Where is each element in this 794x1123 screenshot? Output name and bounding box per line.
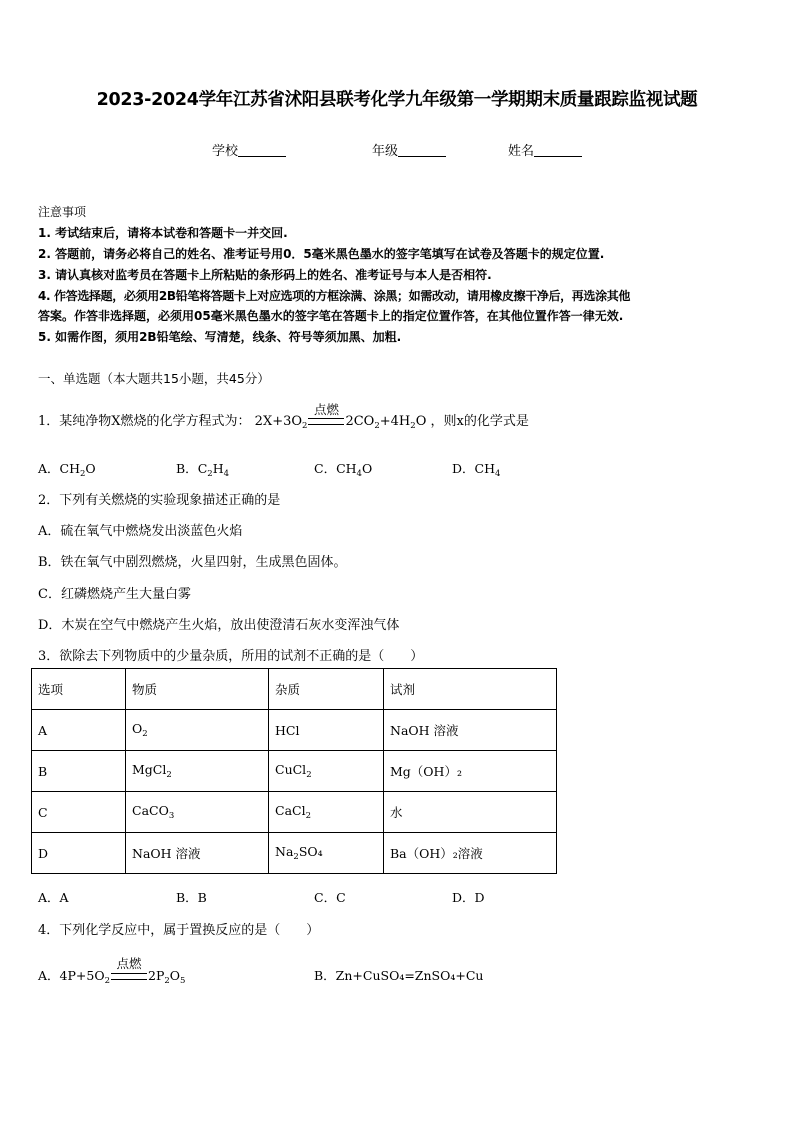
q1-eq-left: 2X+3O	[254, 414, 303, 429]
notice-item: 1. 考试结束后，请将本试卷和答题卡一并交回.	[38, 226, 288, 240]
grade-label: 年级	[372, 144, 399, 159]
notice-item: 4. 作答选择题，必须用2B铅笔将答题卡上对应选项的方框涂满、涂黑；如需改动，请用橡皮擦干净后，再选涂其他	[38, 289, 631, 303]
q1-eq-r2-sub: 2	[410, 421, 416, 431]
equals-bar-icon	[111, 973, 147, 980]
question-2-stem: 2．下列有关燃烧的实验现象描述正确的是	[38, 493, 281, 508]
q1-prefix: 1．某纯净物X燃烧的化学方程式为：	[38, 414, 251, 429]
q4a-right: 2P	[148, 968, 165, 983]
q1-eq-r1: 2CO	[345, 414, 375, 429]
q3-option-b[interactable]: B．B	[176, 890, 207, 905]
table-cell-substance	[126, 751, 269, 792]
name-field	[508, 140, 582, 159]
table-cell-reagent: NaOH 溶液	[384, 710, 557, 751]
table-cell-option: D	[32, 833, 126, 874]
impurity-sub: 2	[293, 852, 299, 862]
notice-item: 答案。作答非选择题，必须用05毫米黑色墨水的签字笔在答题卡上的指定位置作答，在其他位置作答一律无效.	[38, 309, 624, 323]
option-formula: CH	[59, 461, 80, 476]
q4-option-b[interactable]: B．Zn+CuSO₄=ZnSO₄+Cu	[314, 968, 484, 983]
option-sub: 2	[80, 469, 86, 479]
question-1-stem	[38, 402, 529, 431]
option-tail: O	[85, 461, 96, 476]
table-header-cell: 选项	[32, 669, 126, 710]
q1-equation	[254, 402, 431, 431]
name-blank[interactable]	[534, 144, 582, 157]
q2-option-d[interactable]: D．木炭在空气中燃烧产生火焰，放出使澄清石灰水变浑浊气体	[38, 618, 400, 633]
option-letter: A．	[38, 461, 60, 476]
school-blank[interactable]	[238, 144, 286, 157]
impurity-main: HCl	[275, 722, 300, 738]
table-row	[32, 751, 557, 792]
table-cell-reagent: 水	[384, 792, 557, 833]
table-cell-impurity	[269, 792, 384, 833]
substance-sub: 3	[168, 811, 175, 821]
impurity-sub: 2	[305, 811, 312, 821]
grade-field	[372, 140, 446, 159]
equals-bar-icon	[308, 418, 344, 425]
table-cell-impurity	[269, 751, 384, 792]
q4a-right2: O	[169, 968, 181, 983]
name-label: 姓名	[508, 144, 535, 159]
school-field	[212, 140, 286, 159]
table-row	[32, 792, 557, 833]
q4-option-a[interactable]	[38, 956, 186, 986]
table-cell-option: B	[32, 751, 126, 792]
q4a-reaction-arrow	[110, 956, 148, 983]
option-sub: 4	[356, 469, 362, 479]
notice-heading: 注意事项	[38, 205, 87, 219]
substance-main: MgCl	[132, 762, 167, 777]
q2-option-a[interactable]: A．硫在氧气中燃烧发出淡蓝色火焰	[38, 524, 243, 539]
notice-item: 3. 请认真核对监考员在答题卡上所粘贴的条形码上的姓名、准考证号与本人是否相符.	[38, 268, 492, 282]
q4a-right-sub: 2	[164, 976, 170, 986]
q2-option-b[interactable]: B．铁在氧气中剧烈燃烧，火星四射，生成黑色固体。	[38, 555, 347, 570]
q1-eq-left-sub: 2	[302, 421, 308, 431]
q1-reaction-arrow	[307, 402, 345, 429]
q2-option-c[interactable]: C．红磷燃烧产生大量白雾	[38, 587, 191, 602]
option-sub: 2	[207, 469, 213, 479]
q1-option-c[interactable]	[314, 459, 372, 479]
option-letter: A．	[38, 968, 60, 983]
table-cell-substance	[126, 833, 269, 874]
notice-item: 5. 如需作图，须用2B铅笔绘、写清楚，线条、符号等须加黑、加粗.	[38, 330, 402, 344]
table-cell-substance	[126, 710, 269, 751]
table-header-cell: 试剂	[384, 669, 557, 710]
option-letter: D．	[452, 461, 475, 476]
option-tail: O	[361, 461, 373, 476]
option-sub: 4	[495, 469, 501, 479]
grade-blank[interactable]	[398, 144, 446, 157]
table-header-cell: 物质	[126, 669, 269, 710]
q1-eq-r2: +4H	[379, 414, 411, 429]
table-row	[32, 833, 557, 874]
table-cell-impurity	[269, 833, 384, 874]
q4a-left-sub: 2	[104, 976, 110, 986]
q1-condition: 点燃	[313, 402, 339, 417]
substance-main: NaOH 溶液	[132, 846, 201, 861]
q3-option-a[interactable]: A．A	[38, 890, 69, 905]
q1-suffix: ，则x的化学式是	[430, 414, 529, 429]
impurity-sub: 2	[306, 770, 312, 780]
section-heading: 一、单选题（本大题共15小题，共45分）	[38, 371, 270, 386]
table-cell-substance	[126, 792, 269, 833]
impurity-tail: SO₄	[298, 844, 323, 859]
table-cell-reagent: Ba（OH）₂溶液	[384, 833, 557, 874]
question-3-stem: 3．欲除去下列物质中的少量杂质，所用的试剂不正确的是（ ）	[38, 649, 424, 664]
table-cell-reagent: Mg（OH）₂	[384, 751, 557, 792]
q1-eq-r3: O	[415, 414, 427, 429]
substance-sub: 2	[166, 770, 172, 780]
question-4-stem: 4．下列化学反应中，属于置换反应的是（ ）	[38, 923, 320, 938]
impurity-main: CuCl	[275, 762, 307, 777]
table-cell-option: C	[32, 792, 126, 833]
q1-option-a[interactable]	[38, 459, 96, 479]
q1-eq-r1-sub: 2	[374, 421, 380, 431]
q4a-condition: 点燃	[116, 956, 142, 971]
q4a-right2-sub: 5	[180, 976, 186, 986]
substance-sub: 2	[142, 729, 148, 739]
table-cell-impurity	[269, 710, 384, 751]
q3-table	[31, 668, 557, 874]
option-sub: 4	[223, 469, 230, 479]
page-title: 2023-2024学年江苏省沭阳县联考化学九年级第一学期期末质量跟踪监视试题	[96, 90, 698, 110]
table-cell-option: A	[32, 710, 126, 751]
notice-item: 2. 答题前，请务必将自己的姓名、准考证号用0．5毫米黑色墨水的签字笔填写在试卷及答题卡的规定位置.	[38, 247, 605, 261]
table-header-cell: 杂质	[269, 669, 384, 710]
option-formula: CH	[474, 461, 495, 476]
school-label: 学校	[212, 144, 239, 159]
option-letter: C．	[314, 461, 337, 476]
table-header-row	[32, 669, 557, 710]
option-letter: B．	[176, 461, 198, 476]
substance-main: CaCO	[132, 803, 169, 818]
impurity-main: Na	[275, 844, 294, 859]
q4a-left: 4P+5O	[59, 968, 105, 983]
option-tail: H	[212, 461, 224, 476]
substance-main: O	[132, 721, 143, 736]
q3-option-c[interactable]: C．C	[314, 890, 346, 905]
impurity-main: CaCl	[275, 803, 306, 818]
option-formula: C	[197, 461, 208, 476]
table-row	[32, 710, 557, 751]
q1-option-b[interactable]	[176, 459, 229, 479]
q3-option-d[interactable]: D．D	[452, 890, 485, 905]
q1-option-d[interactable]	[452, 459, 500, 479]
option-formula: CH	[336, 461, 357, 476]
